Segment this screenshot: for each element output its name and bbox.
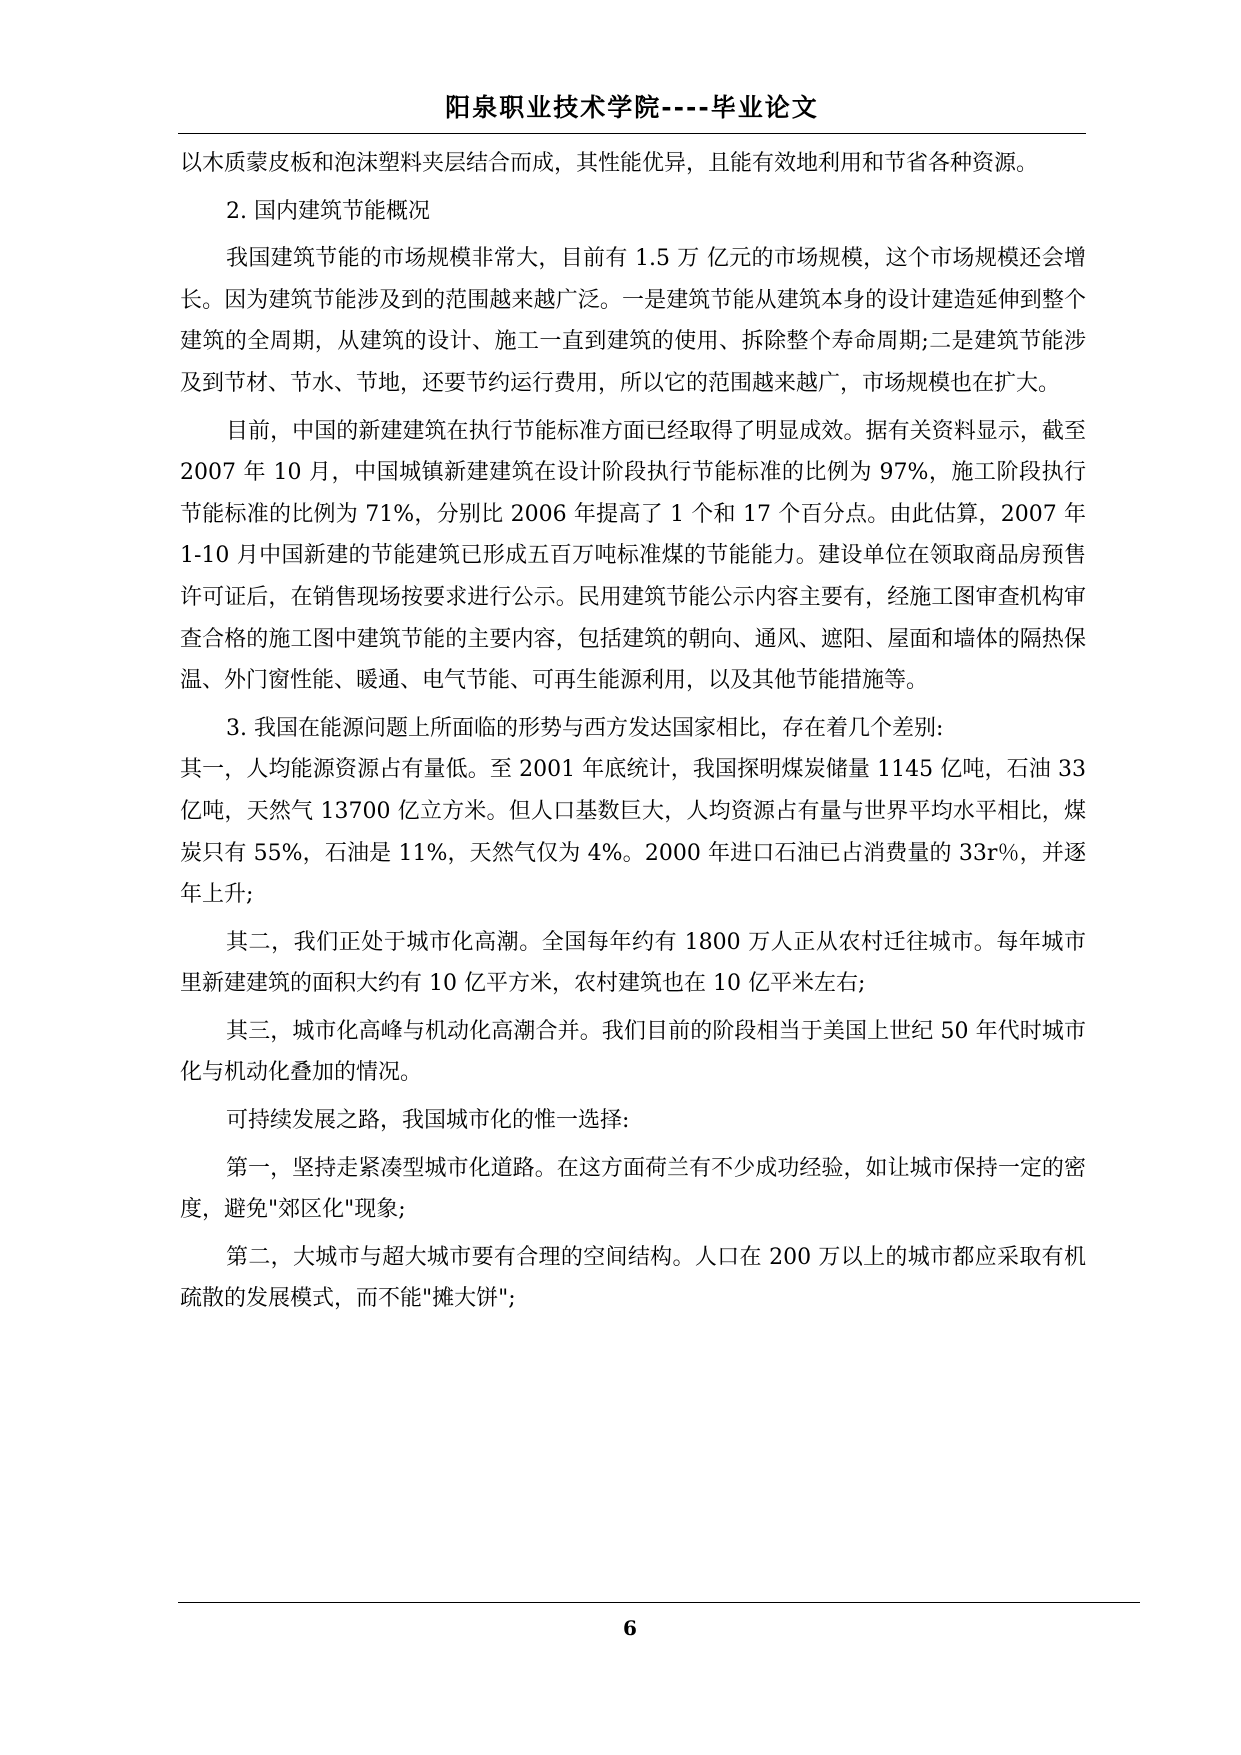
paragraph-continuation: 以木质蒙皮板和泡沫塑料夹层结合而成，其性能优异，且能有效地利用和节省各种资源。 (180, 151, 1039, 176)
paragraph-first-difference: 其一，人均能源资源占有量低。至 2001 年底统计，我国探明煤炭储量 1145 亿吨，石油 33 亿吨，天然气 13700 亿立方米。但人口基数巨大，人均资源占有量与世界平均水平相比，煤炭只有 55%，石油是 11%，天然气仅为 4%。2000 年进口石油已占消费量的 33r％，并逐年上升; (180, 757, 1086, 908)
paragraph-market-scale: 我国建筑节能的市场规模非常大，目前有 1.5 万 亿元的市场规模，这个市场规模还会增长。因为建筑节能涉及到的范围越来越广泛。一是建筑节能从建筑本身的设计建造延伸到整个建筑的全周期，从建筑的设计、施工一直到建筑的使用、拆除整个寿命周期;二是建筑节能涉及到节材、节水、节地，还要节约运行费用，所以它的范围越来越广，市场规模也在扩大。 (180, 246, 1086, 396)
document-body (180, 143, 1086, 1320)
footer-divider (178, 1602, 1140, 1603)
header-divider (178, 133, 1086, 134)
paragraph-second-measure: 第二，大城市与超大城市要有合理的空间结构。人口在 200 万以上的城市都应采取有机疏散的发展模式，而不能"摊大饼"; (180, 1244, 1086, 1312)
paragraph-current-status: 目前，中国的新建建筑在执行节能标准方面已经取得了明显成效。据有关资料显示，截至 2007 年 10 月，中国城镇新建建筑在设计阶段执行节能标准的比例为 97%，施工阶段执行节能标准的比例为 71%，分别比 2006 年提高了 1 个和 17 个百分点。由此估算，2007 年 1-10 月中国新建的节能建筑已形成五百万吨标准煤的节能能力。建设单位在领取商品房预售许可证后，在销售现场按要求进行公示。民用建筑节能公示内容主要有，经施工图审查机构审查合格的施工图中建筑节能的主要内容，包括建筑的朝向、通风、遮阳、屋面和墙体的隔热保温、外门窗性能、暖通、电气节能、可再生能源利用，以及其他节能措施等。 (180, 418, 1086, 694)
paragraph-second-difference: 其二，我们正处于城市化高潮。全国每年约有 1800 万人正从农村迁往城市。每年城市里新建建筑的面积大约有 10 亿平方米，农村建筑也在 10 亿平米左右; (180, 929, 1086, 997)
paragraph-sustainable-path: 可持续发展之路，我国城市化的惟一选择: (226, 1108, 630, 1134)
section-heading-3: 3. 我国在能源问题上所面临的形势与西方发达国家相比，存在着几个差别: (226, 715, 944, 741)
page-number: 6 (623, 1616, 637, 1640)
page-header-title: 阳泉职业技术学院----毕业论文 (445, 93, 819, 122)
section-heading-2: 2. 国内建筑节能概况 (226, 198, 430, 224)
paragraph-first-measure: 第一，坚持走紧凑型城市化道路。在这方面荷兰有不少成功经验，如让城市保持一定的密度，避免"郊区化"现象; (180, 1155, 1086, 1223)
paragraph-third-difference: 其三，城市化高峰与机动化高潮合并。我们目前的阶段相当于美国上世纪 50 年代时城市化与机动化叠加的情况。 (180, 1018, 1086, 1086)
